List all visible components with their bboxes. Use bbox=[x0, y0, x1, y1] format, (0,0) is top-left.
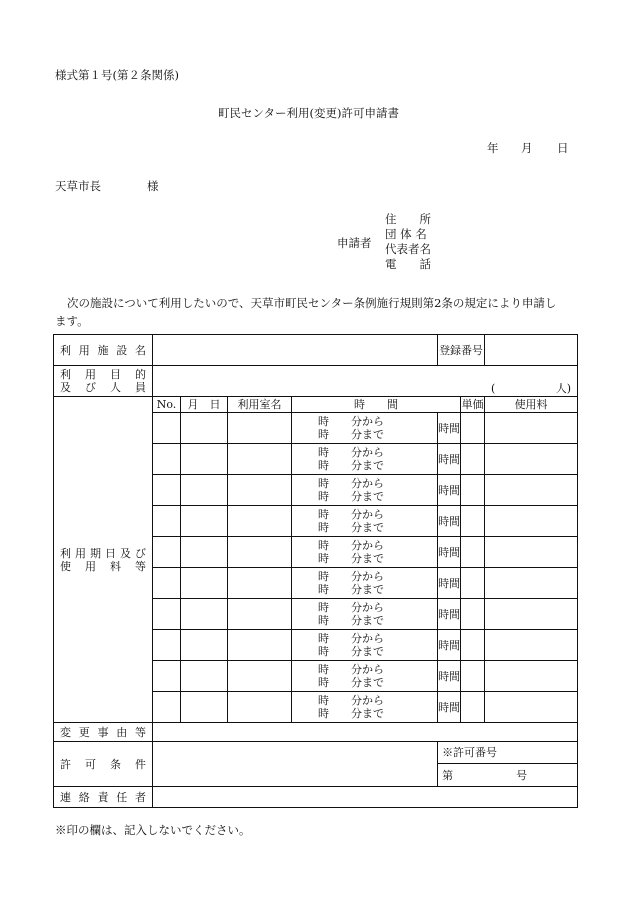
header-fee: 使用料 bbox=[485, 397, 578, 413]
row-no-cell[interactable] bbox=[153, 568, 181, 599]
period-label-line1: 利用期日及び bbox=[60, 546, 146, 560]
row-unit-price-cell[interactable] bbox=[461, 692, 485, 723]
row-no-cell[interactable] bbox=[153, 413, 181, 444]
time-to: 時 分まで bbox=[318, 676, 384, 689]
conditions-input[interactable] bbox=[153, 742, 438, 787]
period-label-line2: 使用料等 bbox=[60, 559, 146, 573]
time-from: 時 分から bbox=[318, 601, 384, 614]
application-table bbox=[53, 334, 578, 808]
hours-label: 時間 bbox=[438, 669, 461, 683]
row-unit-price-cell[interactable] bbox=[461, 413, 485, 444]
row-hours-cell[interactable] bbox=[438, 599, 461, 630]
date-day: 日 bbox=[557, 141, 569, 155]
page-title: 町民センター利用(変更)許可申請書 bbox=[218, 106, 400, 120]
time-from: 時 分から bbox=[318, 415, 384, 428]
row-date-cell[interactable] bbox=[181, 444, 228, 475]
time-to: 時 分まで bbox=[318, 707, 384, 720]
row-date-cell[interactable] bbox=[181, 413, 228, 444]
hours-label: 時間 bbox=[438, 700, 461, 714]
row-no-cell[interactable] bbox=[153, 661, 181, 692]
applicant-label: 申請者 bbox=[337, 236, 372, 250]
row-fee-cell[interactable] bbox=[485, 630, 578, 661]
row-unit-price-cell[interactable] bbox=[461, 506, 485, 537]
row-unit-price-cell[interactable] bbox=[461, 661, 485, 692]
row-time-cell[interactable] bbox=[292, 630, 438, 661]
row-fee-cell[interactable] bbox=[485, 537, 578, 568]
row-room-cell[interactable] bbox=[228, 413, 292, 444]
time-from: 時 分から bbox=[318, 477, 384, 490]
row-time-cell[interactable] bbox=[292, 692, 438, 723]
period-label bbox=[54, 397, 153, 723]
date-month: 月 bbox=[521, 141, 533, 155]
row-time-cell[interactable] bbox=[292, 475, 438, 506]
row-unit-price-cell[interactable] bbox=[461, 630, 485, 661]
registration-label: 登録番号 bbox=[438, 335, 485, 366]
row-time-cell[interactable] bbox=[292, 568, 438, 599]
time-from: 時 分から bbox=[318, 508, 384, 521]
row-fee-cell[interactable] bbox=[485, 444, 578, 475]
header-unit-price: 単価 bbox=[461, 398, 484, 411]
time-from: 時 分から bbox=[318, 539, 384, 552]
row-room-cell[interactable] bbox=[228, 444, 292, 475]
row-time-cell[interactable] bbox=[292, 506, 438, 537]
intro-text-line1: 次の施設について利用したいので、天草市町民センター条例施行規則第2条の規定により申請し bbox=[67, 296, 557, 310]
row-hours-cell[interactable] bbox=[438, 568, 461, 599]
applicant-representative-label: 代表者名 bbox=[385, 242, 431, 256]
row-room-cell[interactable] bbox=[228, 692, 292, 723]
purpose-input[interactable] bbox=[153, 366, 578, 397]
row-fee-cell[interactable] bbox=[485, 506, 578, 537]
hours-label: 時間 bbox=[438, 421, 461, 435]
header-no: No. bbox=[153, 397, 181, 413]
row-no-cell[interactable] bbox=[153, 475, 181, 506]
form-label: 様式第１号(第２条関係) bbox=[55, 68, 179, 82]
row-hours-cell[interactable] bbox=[438, 630, 461, 661]
row-room-cell[interactable] bbox=[228, 599, 292, 630]
time-to: 時 分まで bbox=[318, 459, 384, 472]
persons-open-paren: ( bbox=[491, 382, 496, 395]
row-hours-cell[interactable] bbox=[438, 475, 461, 506]
row-unit-price-cell[interactable] bbox=[461, 444, 485, 475]
row-no-cell[interactable] bbox=[153, 444, 181, 475]
row-room-cell[interactable] bbox=[228, 475, 292, 506]
hours-label: 時間 bbox=[438, 638, 461, 652]
applicant-address-label: 住 所 bbox=[385, 212, 431, 226]
row-fee-cell[interactable] bbox=[485, 475, 578, 506]
time-to: 時 分まで bbox=[318, 645, 384, 658]
hours-label: 時間 bbox=[438, 576, 461, 590]
row-hours-cell[interactable] bbox=[438, 537, 461, 568]
time-from: 時 分から bbox=[318, 446, 384, 459]
facility-label: 利用施設名 bbox=[54, 335, 153, 366]
time-to: 時 分まで bbox=[318, 490, 384, 503]
row-hours-cell[interactable] bbox=[438, 661, 461, 692]
row-room-cell[interactable] bbox=[228, 537, 292, 568]
hours-label: 時間 bbox=[438, 545, 461, 559]
row-room-cell[interactable] bbox=[228, 661, 292, 692]
permit-dai: 第 bbox=[442, 769, 454, 782]
row-time-cell[interactable] bbox=[292, 413, 438, 444]
row-no-cell[interactable] bbox=[153, 692, 181, 723]
intro-text-line2: ます。 bbox=[55, 314, 89, 328]
row-date-cell[interactable] bbox=[181, 506, 228, 537]
hours-label: 時間 bbox=[438, 607, 461, 621]
row-date-cell[interactable] bbox=[181, 568, 228, 599]
row-unit-price-cell[interactable] bbox=[461, 568, 485, 599]
registration-input[interactable] bbox=[485, 335, 578, 366]
row-fee-cell[interactable] bbox=[485, 599, 578, 630]
applicant-phone-label: 電 話 bbox=[385, 257, 431, 271]
addressee-mayor: 天草市長 bbox=[55, 179, 101, 193]
permit-number-input[interactable] bbox=[438, 764, 578, 787]
header-month-day: 月 日 bbox=[181, 397, 228, 413]
change-reason-input[interactable] bbox=[153, 723, 578, 742]
row-date-cell[interactable] bbox=[181, 599, 228, 630]
date-year: 年 bbox=[487, 141, 499, 155]
row-no-cell[interactable] bbox=[153, 599, 181, 630]
row-room-cell[interactable] bbox=[228, 506, 292, 537]
row-time-cell[interactable] bbox=[292, 661, 438, 692]
header-room: 利用室名 bbox=[228, 397, 292, 413]
addressee-honorific: 様 bbox=[147, 179, 159, 193]
time-from: 時 分から bbox=[318, 663, 384, 676]
time-from: 時 分から bbox=[318, 570, 384, 583]
row-date-cell[interactable] bbox=[181, 630, 228, 661]
contact-label: 連絡責任者 bbox=[54, 787, 153, 808]
persons-unit: 人) bbox=[555, 382, 572, 395]
time-from: 時 分から bbox=[318, 632, 384, 645]
row-date-cell[interactable] bbox=[181, 661, 228, 692]
row-time-cell[interactable] bbox=[292, 599, 438, 630]
header-time: 時 間 bbox=[292, 397, 461, 413]
purpose-label-line1: 利用目的 bbox=[60, 368, 146, 381]
row-date-cell[interactable] bbox=[181, 692, 228, 723]
time-to: 時 分まで bbox=[318, 614, 384, 627]
row-fee-cell[interactable] bbox=[485, 661, 578, 692]
row-hours-cell[interactable] bbox=[438, 692, 461, 723]
row-no-cell[interactable] bbox=[153, 537, 181, 568]
applicant-group-label: 団 体 名 bbox=[385, 227, 427, 241]
row-time-cell[interactable] bbox=[292, 537, 438, 568]
footnote: ※印の欄は、記入しないでください。 bbox=[55, 823, 251, 837]
row-date-cell[interactable] bbox=[181, 537, 228, 568]
row-room-cell[interactable] bbox=[228, 630, 292, 661]
contact-input[interactable] bbox=[153, 787, 578, 808]
row-time-cell[interactable] bbox=[292, 444, 438, 475]
row-hours-cell[interactable] bbox=[438, 444, 461, 475]
row-unit-price-cell[interactable] bbox=[461, 599, 485, 630]
conditions-label: 許可条件 bbox=[54, 742, 153, 787]
row-hours-cell[interactable] bbox=[438, 413, 461, 444]
hours-label: 時間 bbox=[438, 483, 461, 497]
row-room-cell[interactable] bbox=[228, 568, 292, 599]
change-reason-label: 変更事由等 bbox=[54, 723, 153, 742]
time-to: 時 分まで bbox=[318, 552, 384, 565]
hours-label: 時間 bbox=[438, 452, 461, 466]
facility-input[interactable] bbox=[153, 335, 438, 366]
row-date-cell[interactable] bbox=[181, 475, 228, 506]
permit-number-label: ※許可番号 bbox=[438, 742, 578, 764]
purpose-label bbox=[54, 366, 153, 397]
row-unit-price-cell[interactable] bbox=[461, 475, 485, 506]
time-to: 時 分まで bbox=[318, 583, 384, 596]
row-fee-cell[interactable] bbox=[485, 568, 578, 599]
time-from: 時 分から bbox=[318, 694, 384, 707]
row-fee-cell[interactable] bbox=[485, 692, 578, 723]
time-to: 時 分まで bbox=[318, 428, 384, 441]
purpose-label-line2: 及び人員 bbox=[60, 381, 146, 394]
row-fee-cell[interactable] bbox=[485, 413, 578, 444]
hours-label: 時間 bbox=[438, 514, 461, 528]
row-no-cell[interactable] bbox=[153, 630, 181, 661]
row-no-cell[interactable] bbox=[153, 506, 181, 537]
row-hours-cell[interactable] bbox=[438, 506, 461, 537]
time-to: 時 分まで bbox=[318, 521, 384, 534]
row-unit-price-cell[interactable] bbox=[461, 537, 485, 568]
permit-go: 号 bbox=[516, 769, 528, 782]
